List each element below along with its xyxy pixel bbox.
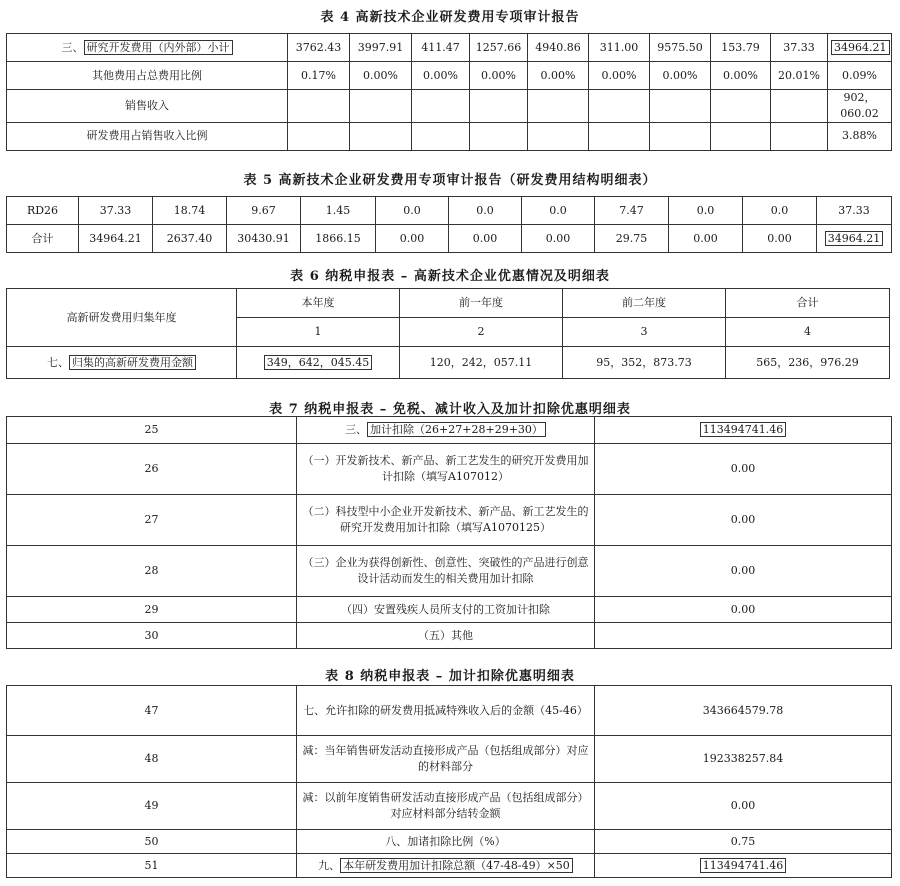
deduction-formula-label: 加计扣除（26+27+28+29+30） [367,422,546,437]
table5-grand-total: 34964.21 [825,231,884,246]
table7-row-25: 25 三、 加计扣除（26+27+28+29+30） 113494741.46 [7,417,892,444]
table8 [6,685,892,878]
rd-subtotal-label: 研究开发费用（内外部）小计 [84,40,233,55]
table4 [6,33,892,151]
table8-row-51: 51 九、 本年研发费用加计扣除总额（47-48-49）×50 113494741.46 [7,854,892,878]
table7 [6,416,892,649]
table6-caption: 表 6 纳税申报表 – 高新技术企业优惠情况及明细表 [290,269,610,284]
deduction-total-value: 113494741.46 [700,422,786,437]
table5-row-rd26: RD26 37.33 18.74 9.67 1.45 0.0 0.0 0.0 7.47 0.0 0.0 37.33 [7,197,892,225]
table8-row-47: 47 七、允许扣除的研发费用抵减特殊收入后的金额（45-46） 343664579.78 [7,686,892,736]
table7-caption: 表 7 纳税申报表 – 免税、减计收入及加计扣除优惠明细表 [269,402,631,417]
table4-row-sales: 销售收入 902，060.02 [7,90,892,123]
table4-row-rd-ratio: 研发费用占销售收入比例 3.88% [7,122,892,150]
table4-row-other-ratio: 其他费用占总费用比例 0.17% 0.00% 0.00% 0.00% 0.00% 0.00% 0.00% 0.00% 20.01% 0.09% [7,62,892,90]
table4-caption: 表 4 高新技术企业研发费用专项审计报告 [320,10,580,25]
table5-caption: 表 5 高新技术企业研发费用专项审计报告（研发费用结构明细表） [243,173,657,188]
table6-rowhead: 高新研发费用归集年度 [7,289,237,347]
rd-amount-current: 349，642，045.45 [264,355,372,370]
table7-row-27: 27 （二）科技型中小企业开发新技术、新产品、新工艺发生的研究开发费用加计扣除（填写A1070125） 0.00 [7,495,892,546]
table4-row-subtotal: 三、 研究开发费用（内外部）小计 3762.43 3997.91 411.47 1257.66 4940.86 311.00 9575.50 153.79 37.33 34964.21 [7,34,892,62]
table8-caption: 表 8 纳税申报表 – 加计扣除优惠明细表 [325,669,575,684]
table6: 高新研发费用归集年度 本年度 前一年度 前二年度 合计 1 2 3 4 七、 归集的高新研发费用金额 349，642，045.45 120，242，057.11 95，352，873.73 565，236，976.29 [6,288,890,379]
table7-row-28: 28 （三）企业为获得创新性、创意性、突破性的产品进行创意设计活动而发生的相关费用加计扣除 0.00 [7,546,892,597]
table8-row-48: 48 减：当年销售研发活动直接形成产品（包括组成部分）对应的材料部分 192338257.84 [7,736,892,783]
deduction-formula-51: 本年研发费用加计扣除总额（47-48-49）×50 [340,858,573,873]
rd-subtotal-total: 34964.21 [831,40,890,55]
table6-row-amount: 七、 归集的高新研发费用金额 349，642，045.45 120，242，057.11 95，352，873.73 565，236，976.29 [7,347,890,379]
deduction-total-51: 113494741.46 [700,858,786,873]
table8-row-49: 49 减：以前年度销售研发活动直接形成产品（包括组成部分）对应材料部分结转金额 0.00 [7,783,892,830]
table7-row-26: 26 （一）开发新技术、新产品、新工艺发生的研究开发费用加计扣除（填写A107012） 0.00 [7,444,892,495]
table5 [6,196,892,253]
table7-row-30: 30 （五）其他 [7,623,892,649]
table8-row-50: 50 八、加诸扣除比例（%） 0.75 [7,830,892,854]
table7-row-29: 29 （四）安置残疾人员所支付的工资加计扣除 0.00 [7,597,892,623]
rd-amount-label: 归集的高新研发费用金额 [69,355,196,370]
table5-row-total: 合计 34964.21 2637.40 30430.91 1866.15 0.00 0.00 0.00 29.75 0.00 0.00 34964.21 [7,225,892,253]
